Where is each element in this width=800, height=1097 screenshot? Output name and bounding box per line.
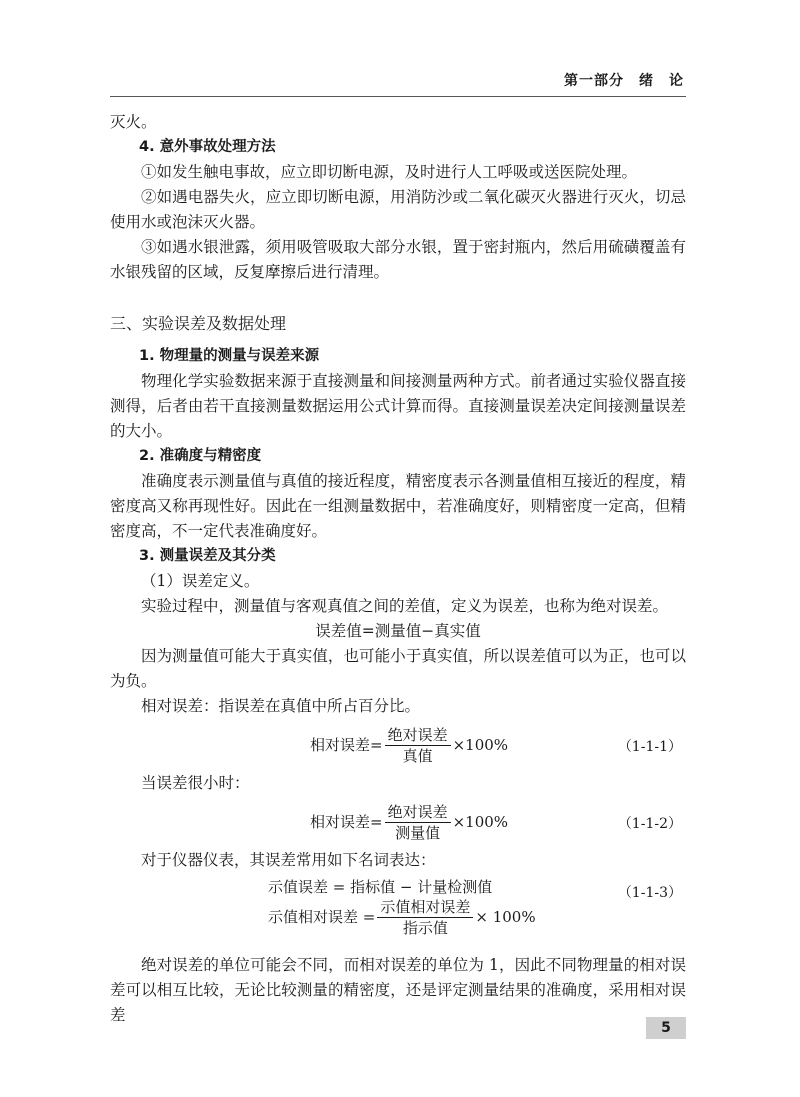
- paragraph-error-definition: 实验过程中，测量值与客观真值之间的差值，定义为误差，也称为绝对误差。: [141, 597, 669, 615]
- equation-number: （1-1-1）: [617, 739, 682, 755]
- paragraph-instruments: 对于仪器仪表，其误差常用如下名词表达：: [141, 851, 436, 869]
- formula-lhs: 示值相对误差 =: [268, 908, 376, 926]
- paragraph-relative-error: 相对误差：指误差在真值中所占百分比。: [141, 697, 421, 715]
- equation-number: （1-1-3）: [617, 885, 682, 901]
- paragraph-small-error: 当误差很小时：: [141, 774, 250, 792]
- formula-lhs: 相对误差=: [310, 736, 383, 754]
- equation-number: （1-1-2）: [617, 816, 682, 832]
- numerator: 绝对误差: [385, 725, 451, 746]
- denominator: 测量值: [395, 824, 441, 842]
- paragraph-relative-error-units: 绝对误差的单位可能会不同，而相对误差的单位为 1，因此不同物理量的相对误差可以相互比较，无论比较测量的精密度，还是评定测量结果的准确度，采用相对误差: [110, 956, 686, 1024]
- formula-tail: ×100%: [452, 736, 509, 754]
- section-heading: 三、实验误差及数据处理: [110, 314, 287, 333]
- numerator: 绝对误差: [385, 802, 451, 823]
- paragraph-accident-2: ②如遇电器失火，应立即切断电源，用消防沙或二氧化碳灭火器进行灭火，切忌使用水或泡沫灭火器。: [110, 188, 686, 231]
- paragraph-continuation: 灭火。: [110, 113, 157, 131]
- formula-1-1-2: [110, 800, 686, 844]
- paragraph-accuracy: 准确度表示测量值与真值的接近程度，精密度表示各测量值相互接近的程度，精密度高又称再现性好。因此在一组测量数据中，若准确度好，则精密度一定高，但精密度高，不一定代表准确度好。: [110, 472, 686, 540]
- header-title: 第一部分 绪 论: [564, 73, 684, 89]
- formula-1-1-1: [110, 723, 686, 767]
- paragraph-accident-1: ①如发生触电事故，应立即切断电源，及时进行人工呼吸或送医院处理。: [141, 163, 638, 181]
- denominator: 指示值: [402, 919, 448, 937]
- numerator: 示值相对误差: [377, 897, 473, 918]
- formula-tail: ×100%: [452, 813, 509, 831]
- page-number: 5: [646, 1017, 686, 1039]
- formula-tail: × 100%: [475, 908, 536, 926]
- paragraph-accident-3: ③如遇水银泄露，须用吸管吸取大部分水银，置于密封瓶内，然后用硫磺覆盖有水银残留的区域，反复摩擦后进行清理。: [110, 238, 686, 281]
- formula-1-1-3: [110, 875, 686, 947]
- paragraph-error-definition-label: （1）误差定义。: [141, 572, 260, 590]
- subheading-accuracy: 2. 准确度与精密度: [139, 448, 262, 464]
- equation-error: 误差值=测量值−真实值: [315, 622, 481, 640]
- subheading-error-types: 3. 测量误差及其分类: [139, 548, 276, 564]
- running-header: [110, 62, 686, 97]
- formula-lhs: 相对误差=: [310, 813, 383, 831]
- fraction: [385, 802, 451, 843]
- paragraph-measurement: 物理化学实验数据来源于直接测量和间接测量两种方式。前者通过实验仪器直接测得，后者由若干直接测量数据运用公式计算而得。直接测量误差决定间接测量误差的大小。: [110, 372, 686, 440]
- fraction: [377, 897, 473, 938]
- subheading-measurement: 1. 物理量的测量与误差来源: [139, 348, 320, 364]
- formula-indication-error: 示值误差 = 指标值 − 计量检测值: [268, 878, 493, 896]
- paragraph-error-sign: 因为测量值可能大于真实值，也可能小于真实值，所以误差值可以为正，也可以为负。: [110, 647, 686, 690]
- subheading-accident-handling: 4. 意外事故处理方法: [139, 139, 276, 155]
- page-body: [110, 110, 686, 1028]
- fraction: [385, 725, 451, 766]
- denominator: 真值: [402, 747, 433, 765]
